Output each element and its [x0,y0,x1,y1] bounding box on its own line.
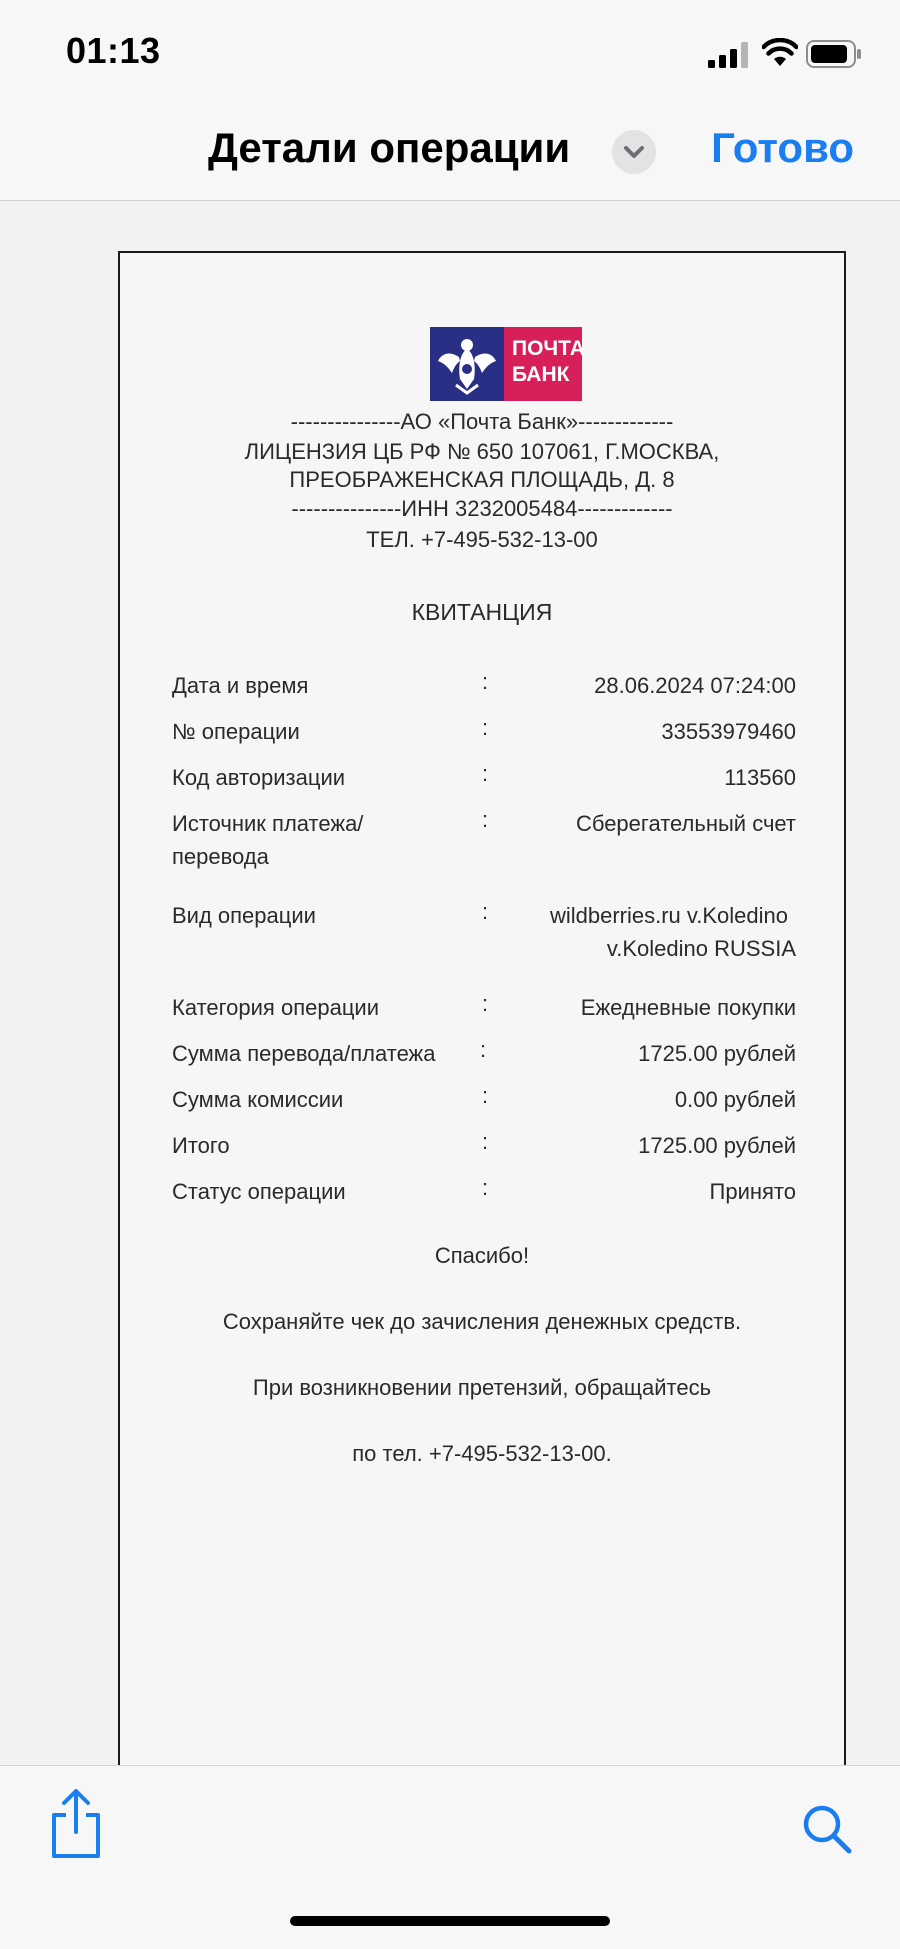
phone-line: ТЕЛ. +7-495-532-13-00 [366,527,598,552]
navigation-bar [0,110,900,201]
row-colon: : [482,807,489,832]
home-indicator[interactable] [290,1916,610,1926]
share-icon [48,1788,104,1860]
row-value-line-2: v.Koledino RUSSIA [606,936,796,961]
row-colon: : [482,1083,489,1108]
receipt-document [118,251,846,1811]
page-title: Детали операции [208,124,571,171]
row-colon: : [482,899,489,924]
battery-icon [806,40,862,68]
claims-phone-text: по тел. +7-495-532-13-00. [352,1441,612,1466]
row-value: 1725.00 рублей [638,1133,796,1158]
status-time: 01:13 [66,30,161,71]
keep-receipt-text: Сохраняйте чек до зачисления денежных средств. [222,1309,742,1334]
search-button[interactable] [800,1802,854,1856]
row-label: Код авторизации [172,765,346,790]
row-label: № операции [172,719,300,744]
search-icon [800,1802,854,1856]
logo-line-1: ПОЧТА [512,337,585,360]
row-value-line-1: wildberries.ru v.Koledino [549,903,788,928]
row-label: Статус операции [172,1179,346,1204]
eagle-emblem-icon [430,327,504,401]
row-value: Принято [709,1179,796,1204]
row-colon: : [480,1037,487,1062]
bank-name-line: ---------------АО «Почта Банк»------------- [290,409,674,434]
license-line: ЛИЦЕНЗИЯ ЦБ РФ № 650 107061, Г.МОСКВА, [244,439,720,464]
inn-line: ---------------ИНН 3232005484------------- [291,496,673,521]
logo-line-2: БАНК [512,363,570,386]
claims-text: При возникновении претензий, обращайтесь [252,1375,712,1400]
row-colon: : [482,761,489,786]
done-button[interactable]: Готово [711,124,854,171]
row-label: Вид операции [172,903,316,928]
wifi-icon [762,38,798,68]
row-value: 33553979460 [661,719,796,744]
row-label: Источник платежа/перевода [172,811,364,869]
title-menu-button[interactable] [612,130,656,174]
row-value: 28.06.2024 07:24:00 [594,673,796,698]
row-label: Дата и время [172,673,309,698]
receipt-title: КВИТАНЦИЯ [411,599,553,625]
row-label: Сумма комиссии [172,1087,344,1112]
row-colon: : [482,669,489,694]
pochta-bank-logo [430,327,585,401]
address-line: ПРЕОБРАЖЕНСКАЯ ПЛОЩАДЬ, Д. 8 [289,467,675,492]
row-colon: : [482,1175,489,1200]
row-value: 113560 [724,765,796,790]
row-label: Итого [172,1133,230,1158]
share-button[interactable] [48,1788,104,1860]
thanks-text: Спасибо! [434,1243,530,1268]
cellular-signal-icon [708,42,752,68]
row-value: Сберегательный счет [575,811,796,836]
bottom-toolbar [0,1765,900,1949]
row-colon: : [482,715,489,740]
row-label: Категория операции [172,995,379,1020]
row-value: 1725.00 рублей [638,1041,796,1066]
row-label: Сумма перевода/платежа [172,1041,436,1066]
row-value: Ежедневные покупки [580,995,796,1020]
chevron-down-icon [612,130,656,174]
row-colon: : [482,991,489,1016]
row-colon: : [482,1129,489,1154]
logo-text [504,327,585,401]
status-bar [0,0,900,110]
document-viewer[interactable] [0,201,900,1765]
row-value: 0.00 рублей [674,1087,796,1112]
